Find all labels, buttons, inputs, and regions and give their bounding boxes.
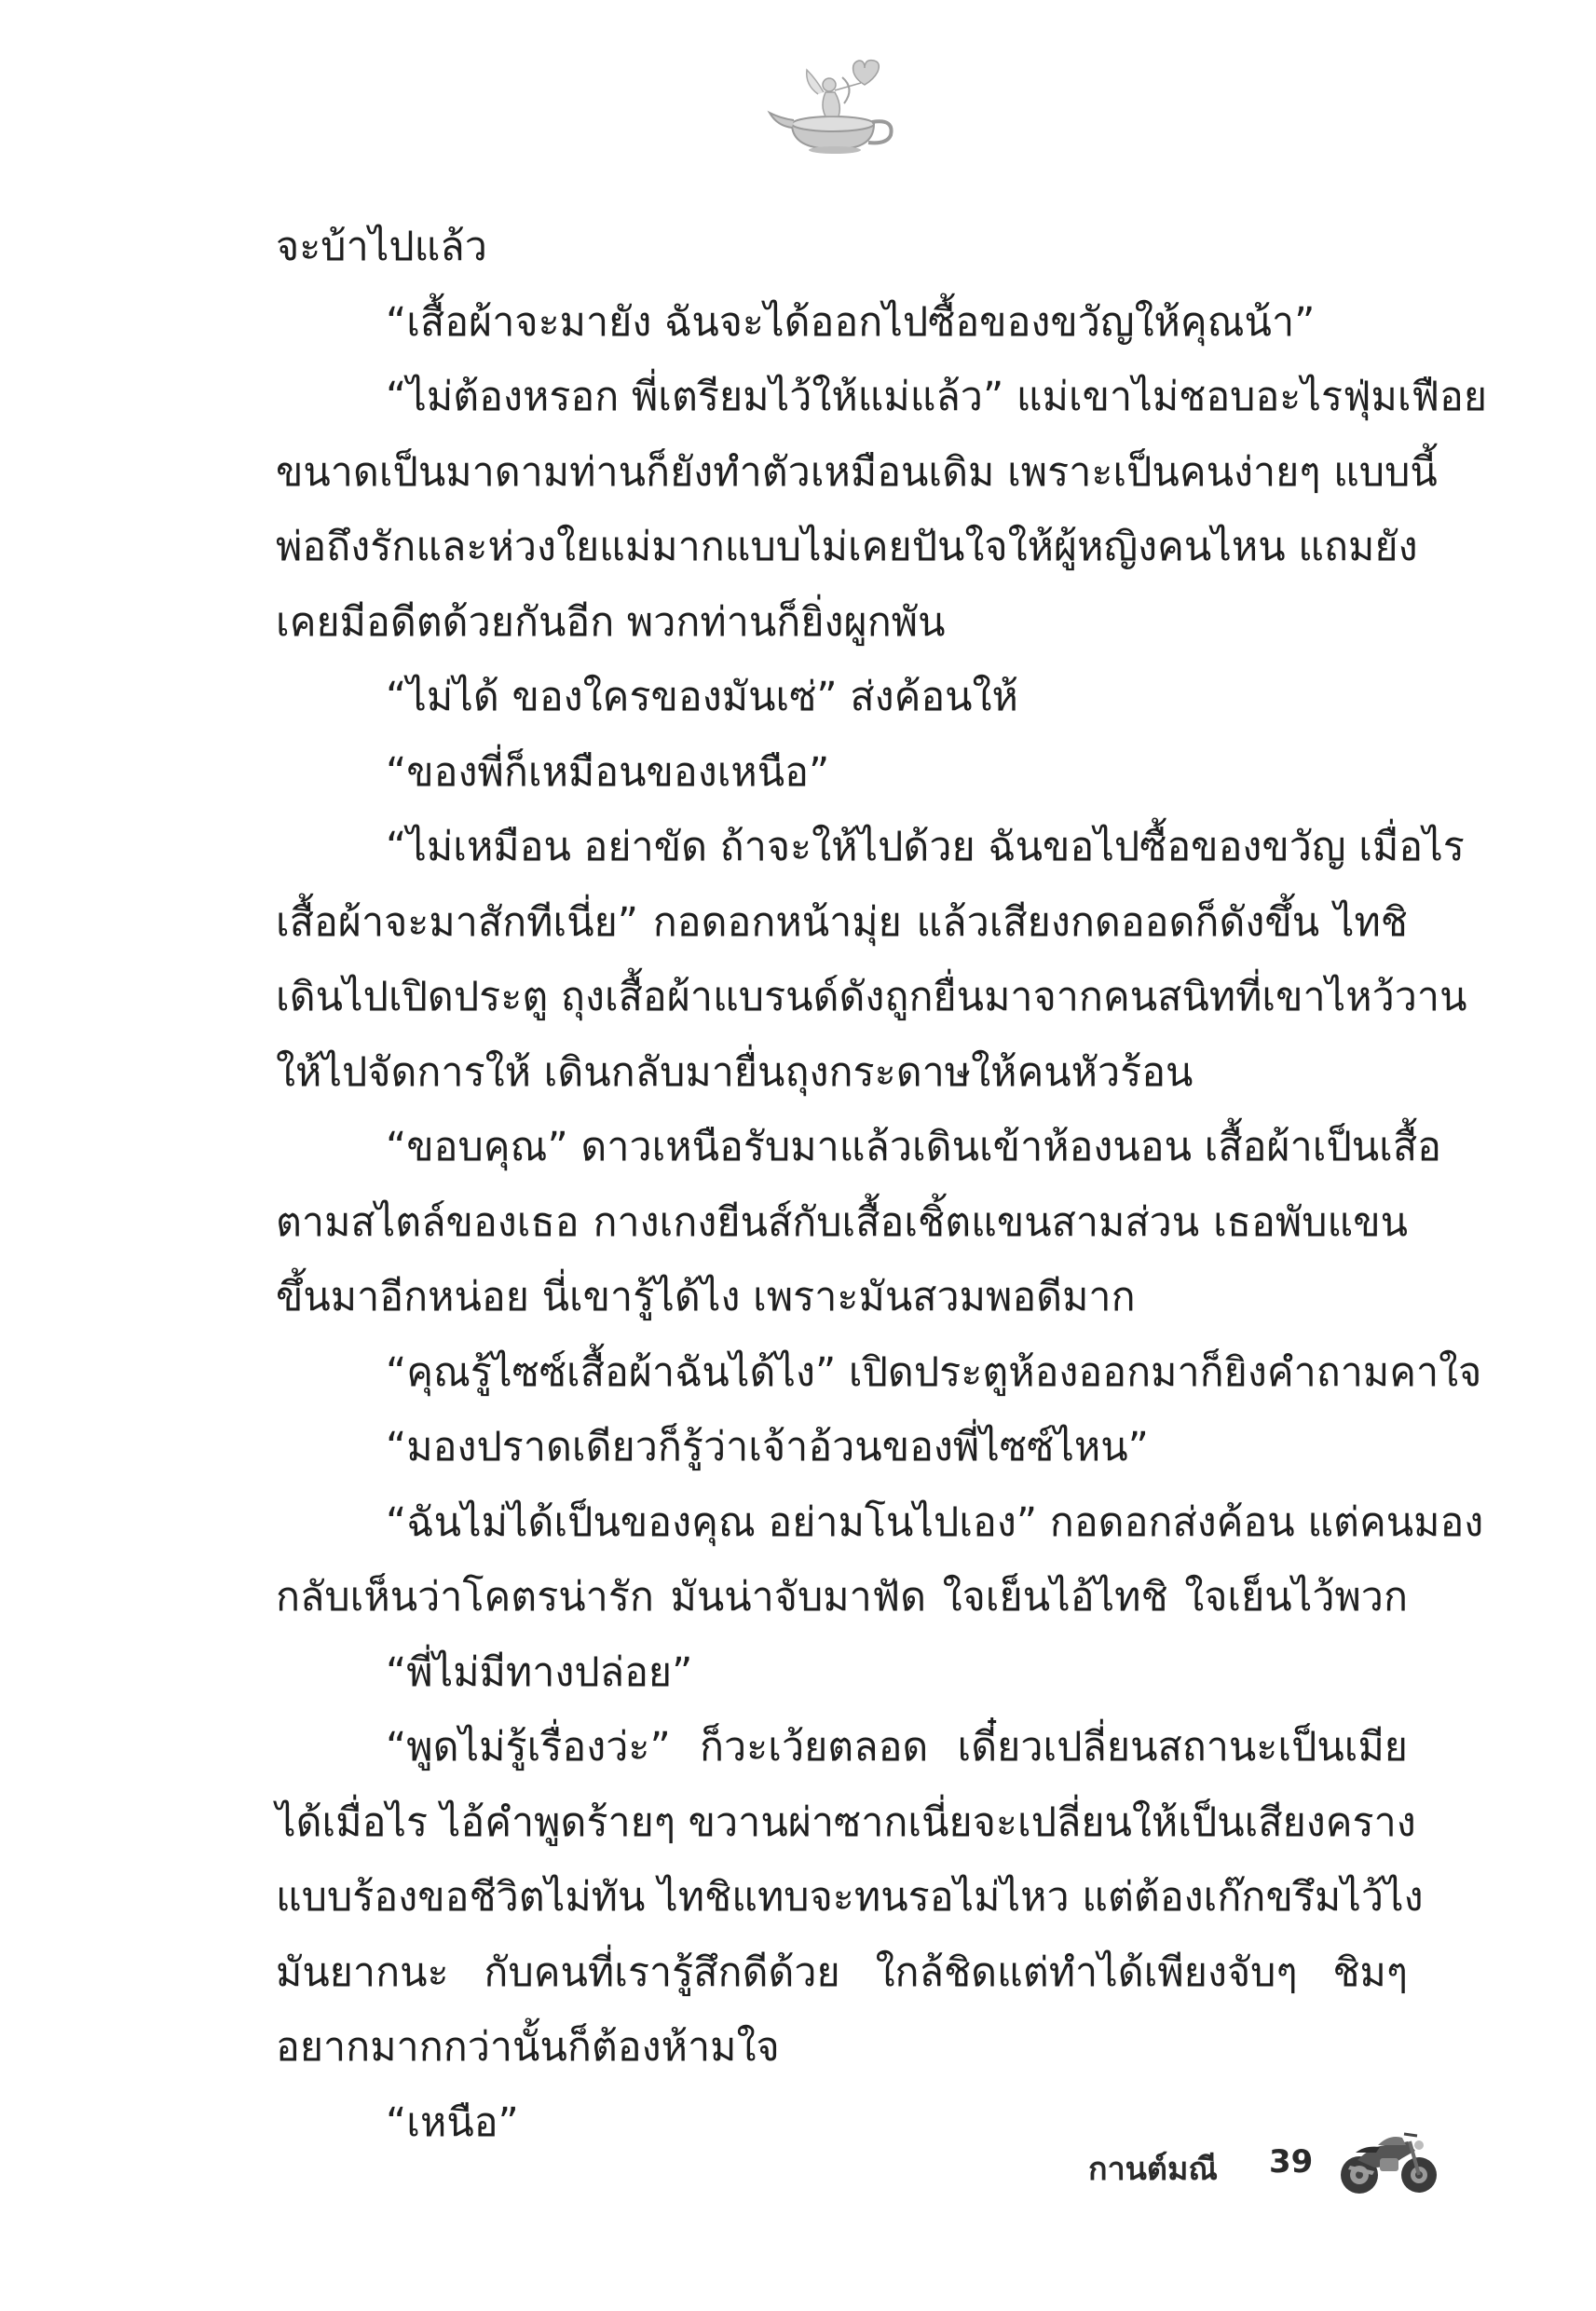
text-line: พ่อถึงรักและห่วงใยแม่มากแบบไม่เคยปันใจให้ผู้หญิงคนไหน แถมยัง bbox=[276, 524, 1418, 570]
text-line: “ของพี่ก็เหมือนของเหนือ” bbox=[386, 748, 830, 796]
text-line: ขึ้นมาอีกหน่อย นี่เขารู้ได้ไง เพราะมันสวมพอดีมาก bbox=[276, 1274, 1136, 1320]
text-line: “พูดไม่รู้เรื่องว่ะ” ก็วะเว้ยตลอด เดี๋ยวเปลี่ยนสถานะเป็นเมีย bbox=[386, 1724, 1408, 1771]
text-line: “ไม่ต้องหรอก พี่เตรียมไว้ให้แม่แล้ว” แม่เขาไม่ชอบอะไรฟุ่มเฟือย bbox=[386, 374, 1488, 420]
text-line: เดินไปเปิดประตู ถุงเสื้อผ้าแบรนด์ดังถูกยื่นมาจากคนสนิทที่เขาไหว้วาน bbox=[276, 974, 1467, 1020]
text-line: ขนาดเป็นมาดามท่านก็ยังทำตัวเหมือนเดิม เพราะเป็นคนง่ายๆ แบบนี้ bbox=[276, 448, 1438, 496]
text-line: “มองปราดเดียวก็รู้ว่าเจ้าอ้วนของพี่ไซซ์ไหน” bbox=[386, 1424, 1149, 1470]
text-line: มันยากนะ กับคนที่เรารู้สึกดีด้วย ใกล้ชิดแต่ทำได้เพียงจับๆ ชิมๆ bbox=[276, 1949, 1408, 1996]
text-line: “เหนือ” bbox=[386, 2099, 519, 2146]
text-line: “พี่ไม่มีทางปล่อย” bbox=[386, 1648, 693, 1696]
teapot-cupid-ornament-icon bbox=[764, 51, 904, 163]
text-line: “เสื้อผ้าจะมายัง ฉันจะได้ออกไปซื้อของขวัญให้คุณน้า” bbox=[386, 298, 1316, 346]
text-line: “ไม่เหมือน อย่าขัด ถ้าจะให้ไปด้วย ฉันขอไปซื้อของขวัญ เมื่อไร bbox=[386, 824, 1465, 870]
text-line: จะบ้าไปแล้ว bbox=[276, 224, 487, 270]
motorcycle-icon bbox=[1337, 2117, 1439, 2201]
text-line: เคยมีอดีตด้วยกันอีก พวกท่านก็ยิ่งผูกพัน bbox=[276, 598, 946, 646]
text-line: “คุณรู้ไซซ์เสื้อผ้าฉันได้ไง” เปิดประตูห้องออกมาก็ยิงคำถามคาใจ bbox=[386, 1348, 1482, 1396]
text-line: “ไม่ได้ ของใครของมันเซ่” ส่งค้อนให้ bbox=[386, 674, 1018, 720]
text-line: แบบร้องขอชีวิตไม่ทัน ไทชิแทบจะทนรอไม่ไหว แต่ต้องเก๊กขรึมไว้ไง bbox=[276, 1874, 1424, 1921]
text-line: อยากมากกว่านั้นก็ต้องห้ามใจ bbox=[276, 2024, 780, 2071]
text-line: ได้เมื่อไร ไอ้คำพูดร้ายๆ ขวานผ่าซากเนี่ยจะเปลี่ยนให้เป็นเสียงคราง bbox=[276, 1798, 1416, 1846]
text-line: ให้ไปจัดการให้ เดินกลับมายื่นถุงกระดาษให้คนหัวร้อน bbox=[276, 1048, 1194, 1096]
page-number: 39 bbox=[1269, 2143, 1314, 2181]
body-text bbox=[276, 210, 1488, 2160]
page-footer bbox=[1071, 2117, 1444, 2210]
author-name: กานต์มณี bbox=[1088, 2151, 1218, 2188]
text-line: “ฉันไม่ได้เป็นของคุณ อย่ามโนไปเอง” กอดอกส่งค้อน แต่คนมอง bbox=[386, 1498, 1484, 1546]
text-line: กลับเห็นว่าโคตรน่ารัก มันน่าจับมาฟัด ใจเย็นไอ้ไทชิ ใจเย็นไว้พวก bbox=[276, 1574, 1408, 1620]
text-line: “ขอบคุณ” ดาวเหนือรับมาแล้วเดินเข้าห้องนอน เสื้อผ้าเป็นเสื้อ bbox=[386, 1124, 1441, 1170]
text-line: ตามสไตล์ของเธอ กางเกงยีนส์กับเสื้อเชิ้ตแขนสามส่วน เธอพับแขน bbox=[276, 1198, 1408, 1246]
text-line: เสื้อผ้าจะมาสักทีเนี่ย” กอดอกหน้ามุ่ย แล้วเสียงกดออดก็ดังขึ้น ไทชิ bbox=[276, 898, 1408, 946]
